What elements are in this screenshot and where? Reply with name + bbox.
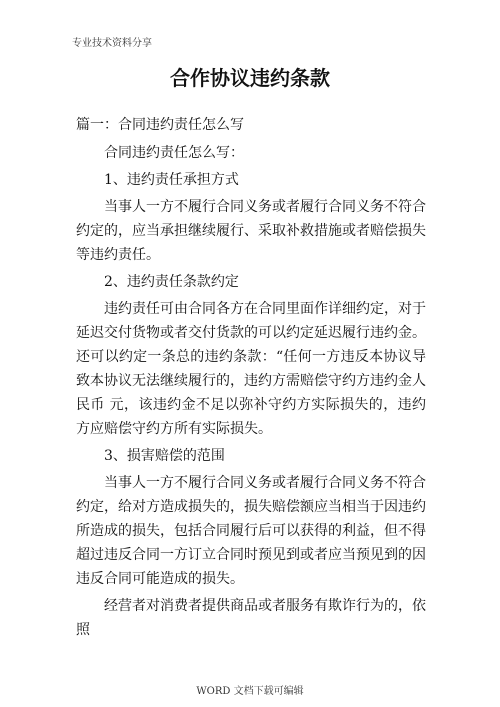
- section-heading: 篇一：合同违约责任怎么写: [76, 117, 244, 133]
- paragraph: 当事人一方不履行合同义务或者履行合同义务不符合约定的，应当承担继续履行、采取补救措施或者赔偿损失等违约责任。: [76, 199, 426, 263]
- paragraph: 合同违约责任怎么写：: [104, 145, 244, 161]
- subheading: 3、损害赔偿的范围: [104, 448, 225, 464]
- document-title: 合作协议违约条款: [170, 66, 330, 90]
- paragraph: 违约责任可由合同各方在合同里面作详细约定，对于延迟交付货物或者交付货款的可以约定延迟履行违约金。还可以约定一条总的违约条款：“任何一方违反本协议导致本协议无法继续履行的，违约方需赔偿守约方违约金人民币 元，该违约金不足以弥补守约方实际损失的，违约方应赔偿守约方所有实际损失。: [76, 301, 426, 437]
- page-footer: WORD 文档下载可编辑: [196, 686, 304, 697]
- subheading: 2、违约责任条款约定: [104, 274, 239, 290]
- document-body: [76, 113, 426, 645]
- paragraph: 经营者对消费者提供商品或者服务有欺诈行为的，依照: [76, 598, 426, 638]
- subheading: 1、违约责任承担方式: [104, 172, 239, 188]
- paragraph: 当事人一方不履行合同义务或者履行合同义务不符合约定，给对方造成损失的，损失赔偿额应当相当于因违约所造成的损失，包括合同履行后可以获得的利益，但不得超过违反合同一方订立合同时预见到或者应当预见到的因违反合同可能造成的损失。: [76, 475, 426, 587]
- page-header: 专业技术资料分享: [72, 38, 152, 49]
